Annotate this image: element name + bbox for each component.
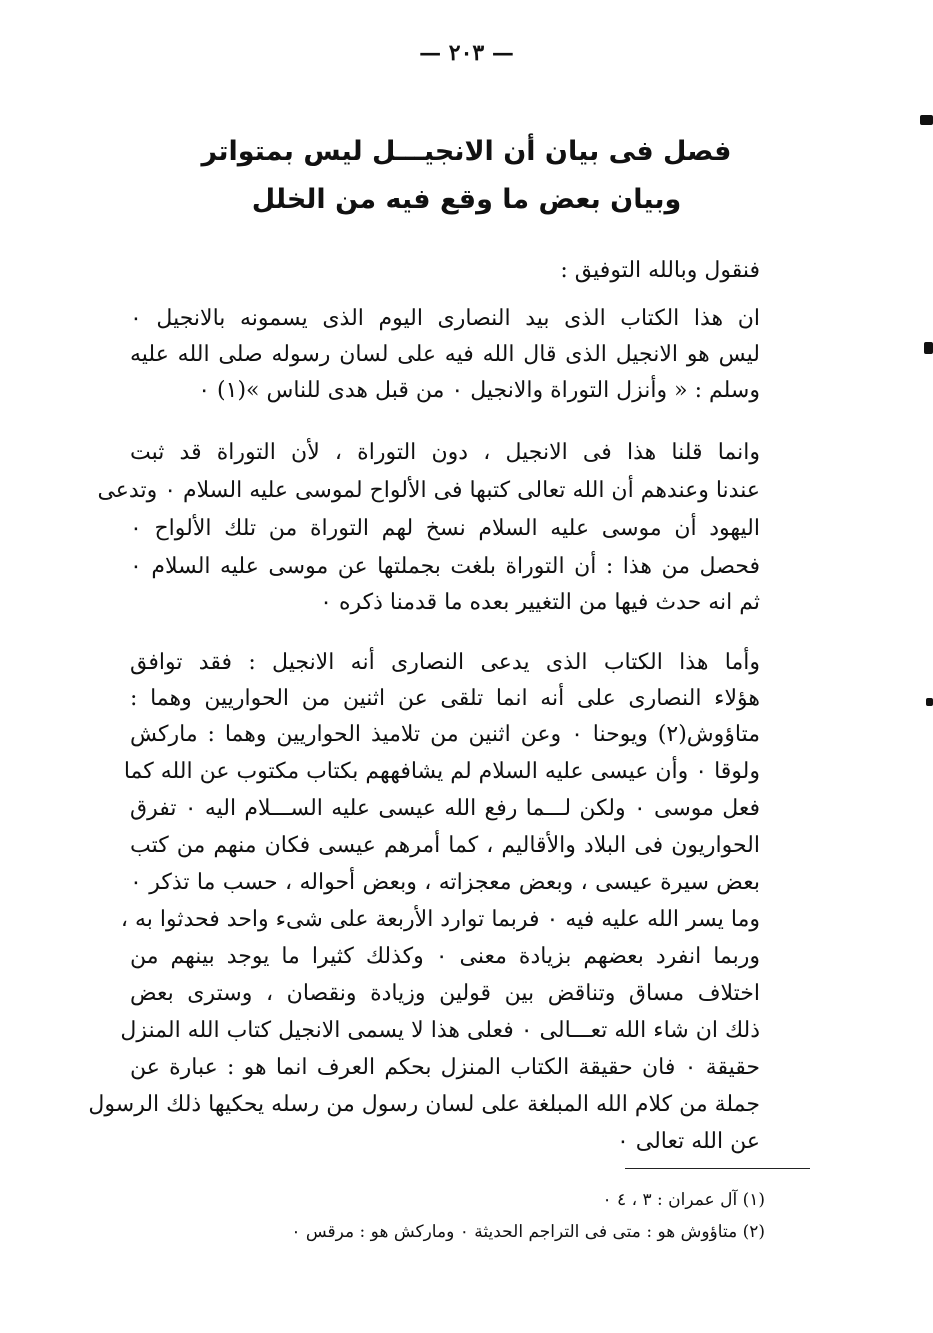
- paragraph-1-line-2: ليس هو الانجيل الذى قال الله فيه على لسان رسوله صلى الله عليه: [130, 342, 760, 367]
- paragraph-3-line-11: ذلك ان شاء الله تعـــالى ٠ فعلى هذا لا يسمى الانجيل كتاب الله المنزل: [120, 1018, 760, 1043]
- scan-margin-mark: [926, 698, 933, 706]
- footnote-divider: [625, 1168, 810, 1169]
- paragraph-3-line-14: عن الله تعالى ٠: [616, 1129, 760, 1154]
- paragraph-3-line-8: وما يسر الله عليه فيه ٠ فربما توارد الأربعة على شىء واحد فحدثوا به ،: [120, 907, 760, 932]
- paragraph-2-line-3: اليهود أن موسى عليه السلام نسخ لهم التوراة من تلك الألواح ٠: [130, 516, 760, 541]
- intro-line: فنقول وبالله التوفيق :: [560, 258, 760, 283]
- footnote-1: (١) آل عمران : ٣ ، ٤ ٠: [602, 1190, 765, 1210]
- paragraph-3-line-10: اختلاف مساق وتناقض بين قولين وزيادة ونقصان ، وسترى بعض: [130, 981, 760, 1006]
- chapter-heading: [0, 128, 933, 224]
- paragraph-3-line-3: متاؤوش(٢) ويوحنا ٠ وعن اثنين من تلاميذ الحواريين وهما : ماركش: [130, 722, 760, 747]
- paragraph-2-line-2: عندنا وعندهم أن الله تعالى كتبها فى الألواح لموسى عليه السلام ٠ وتدعى: [97, 478, 760, 503]
- paragraph-2-line-1: وانما قلنا هذا فى الانجيل ، دون التوراة ، لأن التوراة قد ثبت: [130, 440, 760, 465]
- paragraph-3-line-12: حقيقة ٠ فان حقيقة الكتاب المنزل بحكم العرف انما هو : عبارة عن: [130, 1055, 760, 1080]
- paragraph-3-line-4: ولوقا ٠ وأن عيسى عليه السلام لم يشافههم بكتاب مكتوب عن الله كما: [123, 759, 760, 784]
- heading-line-1: فصل فى بيان أن الانجيـــل ليس بمتواتر: [201, 136, 732, 167]
- scan-margin-mark: [924, 342, 933, 354]
- paragraph-3-line-6: الحواريون فى البلاد والأقاليم ، كما أمرهم عيسى فكان منهم من كتب: [130, 833, 760, 858]
- paragraph-3-line-7: بعض سيرة عيسى ، وبعض معجزاته ، وبعض أحواله ، حسب ما تذكر ٠: [130, 870, 760, 895]
- paragraph-2-line-4: فحصل من هذا : أن التوراة بلغت بجملتها عن موسى عليه السلام ٠: [130, 554, 760, 579]
- heading-line-2: وبيان بعض ما وقع فيه من الخلل: [251, 184, 682, 215]
- paragraph-1-line-3: وسلم : « وأنزل التوراة والانجيل ٠ من قبل هدى للناس »(١) ٠: [198, 378, 760, 403]
- paragraph-3-line-2: هؤلاء النصارى على أنه انما تلقى عن اثنين من الحواريين وهما :: [130, 686, 760, 711]
- scan-margin-mark: [920, 115, 933, 125]
- paragraph-1-line-1: ان هذا الكتاب الذى بيد النصارى اليوم الذى يسمونه بالانجيل ٠: [130, 306, 760, 331]
- paragraph-3-line-9: وربما انفرد بعضهم بزيادة معنى ٠ وكذلك كثيرا ما يوجد بينهم من: [130, 944, 761, 969]
- footnote-2: (٢) متاؤوش هو : متى فى التراجم الحديثة ٠ وماركش هو : مرقس ٠: [291, 1222, 765, 1242]
- paragraph-3-line-1: وأما هذا الكتاب الذى يدعى النصارى أنه الانجيل : فقد توافق: [130, 650, 760, 675]
- paragraph-3-line-5: فعل موسى ٠ ولكن لـــما رفع الله عيسى عليه الســـلام اليه ٠ تفرق: [130, 796, 761, 821]
- paragraph-3-line-13: جملة من كلام الله المبلغة على لسان رسول من رسله يحكيها ذلك الرسول: [88, 1092, 760, 1117]
- paragraph-2-line-5: ثم انه حدث فيها من التغيير بعده ما قدمنا ذكره ٠: [320, 590, 760, 615]
- page-number: — ٢٠٣ —: [419, 40, 514, 66]
